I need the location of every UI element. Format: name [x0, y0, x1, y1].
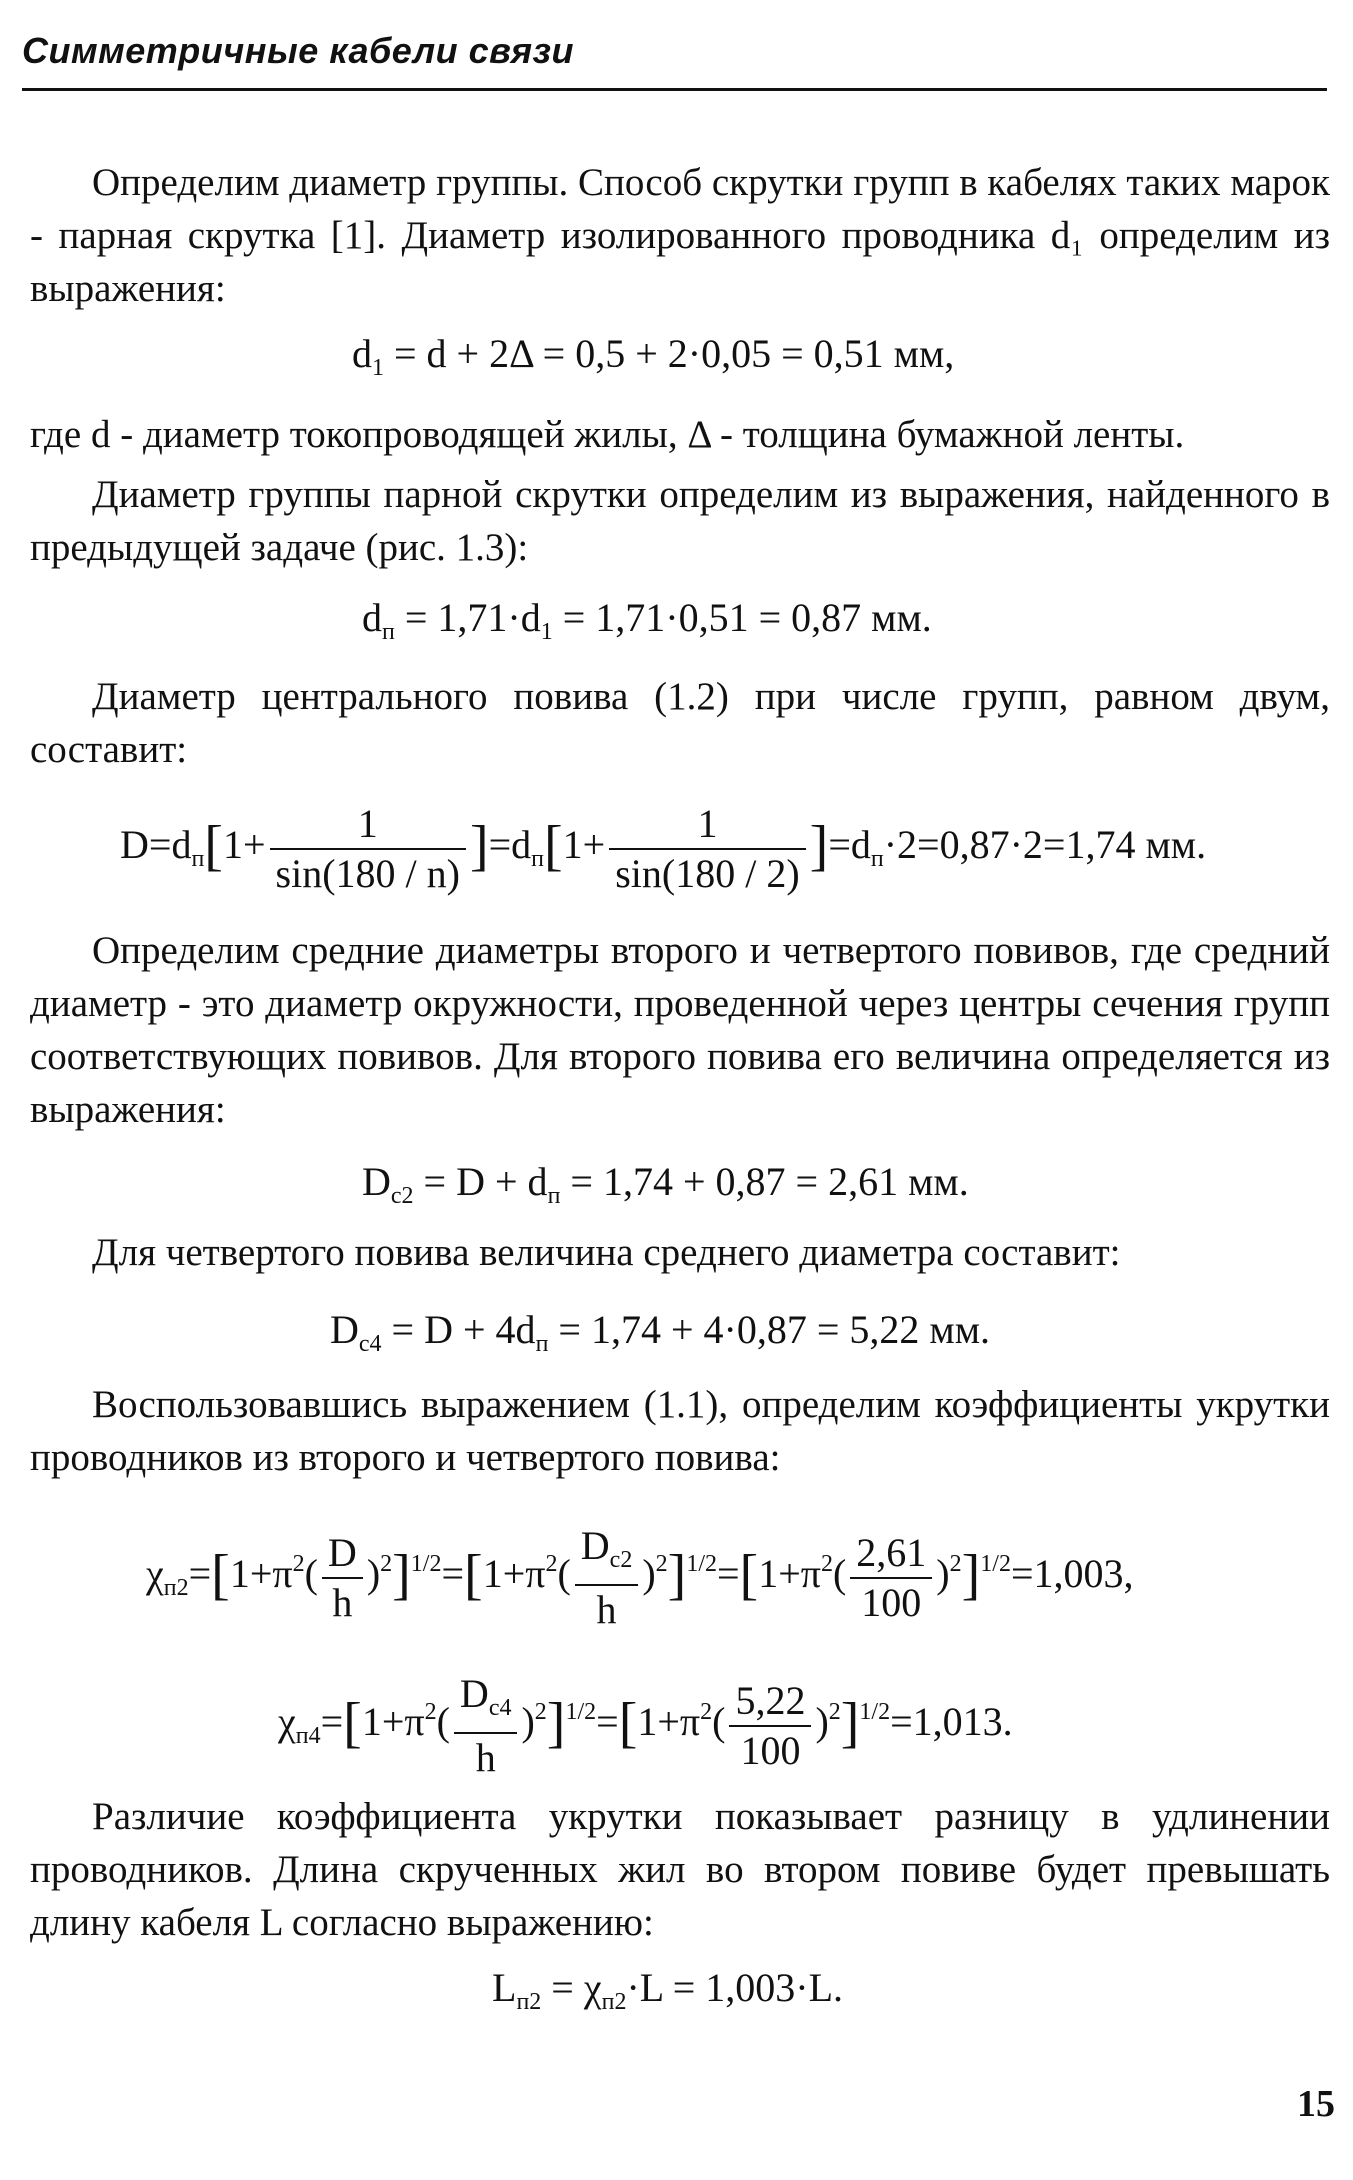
f3-bracket-1: [	[204, 815, 223, 878]
f6-sq3: 2	[545, 1551, 558, 1578]
f3-one-plus-2: 1+	[562, 822, 606, 868]
f6-frac3-den: 100	[861, 1580, 922, 1625]
formula-d1-lhs-sub: 1	[372, 355, 384, 381]
f7-frac2-den: 100	[740, 1728, 801, 1773]
f6-frac2-num-sub: c2	[609, 1547, 633, 1573]
f7-eq2: =	[596, 1699, 619, 1745]
f4-mid-sub: п	[547, 1183, 561, 1209]
f6-half1: 1/2	[410, 1551, 442, 1578]
f7-frac1-num-main: D	[459, 1671, 489, 1716]
f3-end: ·2=0,87·2=1,74 мм.	[883, 822, 1207, 868]
paragraph-2: где d - диаметр токопроводящей жилы, Δ - толщина бумажной ленты.	[30, 413, 1185, 456]
formula-dc2	[362, 1158, 969, 1210]
page-number: 15	[1297, 2083, 1335, 2125]
f3-end-sub: п	[870, 846, 884, 873]
f7-sq1: 2	[424, 1699, 437, 1726]
running-header: Симметричные кабели связи	[22, 30, 574, 71]
f8-eq: =	[541, 1965, 584, 2010]
f7-p3: (	[712, 1699, 726, 1745]
paragraph-5: Определим средние диаметры второго и четвертого повивов, где средний диаметр - это диаметр окружности, проведенной через центры сечения групп соответствующих повивов. Для второго повива его величина определяется из выражения:	[30, 929, 1330, 1131]
f7-p1: (	[436, 1699, 450, 1745]
f3-middle: =d	[488, 822, 532, 868]
formula-lp2	[492, 1964, 843, 2016]
f6-onepi1: 1+π	[229, 1551, 293, 1597]
formula-dp-mid-sub: 1	[540, 619, 553, 645]
f7-half2: 1/2	[859, 1699, 891, 1726]
f6-p2: )	[366, 1551, 381, 1597]
f6-sq5: 2	[820, 1551, 833, 1578]
paragraph-8: Различие коэффициента укрутки показывает разницу в удлинении проводников. Длина скрученных жил во втором повиве будет превышать длину кабеля L согласно выражению:	[30, 1795, 1330, 1944]
f5-lhs-sub: c4	[358, 1331, 382, 1357]
f8-lhs-sub: п2	[516, 1989, 542, 2015]
formula-dp-mid: = 1,71·d	[404, 595, 541, 640]
f6-eq3: =	[716, 1551, 740, 1597]
f6-sq1: 2	[292, 1551, 305, 1578]
f7-b3: [	[618, 1692, 638, 1755]
f8-rhs: ·L = 1,003·L.	[626, 1965, 844, 2010]
f7-eq1: =	[320, 1699, 344, 1745]
f6-sq4: 2	[655, 1551, 668, 1578]
f4-mid: = D + d	[423, 1159, 548, 1204]
f6-b6: ]	[961, 1544, 981, 1607]
f7-frac2-num: 5,22	[729, 1677, 811, 1727]
f7-p2: )	[521, 1699, 535, 1745]
f7-chi-sub: п4	[295, 1723, 321, 1750]
f7-p4: )	[815, 1699, 829, 1745]
f6-frac3	[850, 1529, 932, 1627]
f7-sq2: 2	[534, 1699, 547, 1726]
f8-lhs: L	[492, 1965, 517, 2010]
paragraph-4: Диаметр центрального повива (1.2) при числе групп, равном двум, составит:	[30, 675, 1330, 771]
f7-sq4: 2	[828, 1699, 841, 1726]
f6-p1: (	[304, 1551, 318, 1597]
f3-frac2-den: sin(180 / 2)	[615, 851, 800, 896]
f3-frac1-den: sin(180 / n)	[275, 851, 460, 896]
f3-middle-sub: п	[531, 846, 545, 873]
f7-half1: 1/2	[565, 1699, 597, 1726]
f6-frac1	[322, 1529, 363, 1627]
f6-frac2	[575, 1522, 639, 1634]
f6-eq2: =	[441, 1551, 465, 1597]
f5-lhs: D	[330, 1307, 359, 1352]
paragraph-3: Диаметр группы парной скрутки определим из выражения, найденного в предыдущей задаче (рис. 1.3):	[30, 473, 1330, 569]
formula-central-diameter	[120, 800, 1206, 898]
f7-frac2	[729, 1677, 811, 1775]
f7-frac1-num	[454, 1670, 518, 1734]
f7-onepi2: 1+π	[637, 1699, 701, 1745]
f3-start: D=d	[120, 822, 192, 868]
f3-start-sub: п	[191, 846, 205, 873]
f6-frac3-num: 2,61	[850, 1529, 932, 1579]
formula-dp	[362, 594, 932, 646]
f7-onepi1: 1+π	[361, 1699, 425, 1745]
f6-sq2: 2	[380, 1551, 393, 1578]
header-rule	[22, 88, 1327, 91]
f5-mid-sub: п	[535, 1331, 549, 1357]
f7-frac1-num-sub: c4	[488, 1695, 512, 1721]
f8-chi-sub: п2	[601, 1989, 627, 2015]
formula-chi-p2	[146, 1522, 1134, 1634]
f3-fraction-2	[609, 800, 805, 898]
formula-dp-rhs: = 1,71·0,51 = 0,87 мм.	[562, 595, 932, 640]
f6-chi: χ	[146, 1551, 164, 1597]
f3-end-start: =d	[828, 822, 871, 868]
f6-b3: [	[464, 1544, 483, 1607]
formula-d1	[352, 330, 954, 382]
f6-b4: ]	[667, 1544, 687, 1607]
f6-sq6: 2	[949, 1551, 962, 1578]
f4-lhs: D	[362, 1159, 391, 1204]
f7-b4: ]	[840, 1692, 860, 1755]
formula-dp-lhs-sub: п	[382, 619, 395, 645]
paragraph-1: Определим диаметр группы. Способ скрутки групп в кабелях таких марок - парная скрутка [1]. Диаметр изолированного проводника d₁ определим из выражения:	[30, 161, 1330, 310]
f7-b2: ]	[546, 1692, 566, 1755]
f6-b2: ]	[392, 1544, 411, 1607]
paragraph-7: Воспользовавшись выражением (1.1), определим коэффициенты укрутки проводников из второго и четвертого повива:	[30, 1383, 1330, 1479]
f6-result: =1,003,	[1010, 1551, 1134, 1597]
f6-frac2-num-main: D	[580, 1523, 610, 1568]
formula-dc4	[330, 1306, 990, 1358]
f6-p5: (	[832, 1551, 847, 1597]
f3-one-plus-1: 1+	[222, 822, 266, 868]
f5-mid: = D + 4d	[391, 1307, 536, 1352]
f7-frac1-den: h	[475, 1735, 496, 1780]
f3-fraction-1	[270, 800, 466, 898]
formula-dp-lhs: d	[362, 595, 382, 640]
f3-bracket-3: [	[544, 815, 563, 878]
f6-half3: 1/2	[980, 1551, 1011, 1578]
f7-sq3: 2	[700, 1699, 713, 1726]
f3-bracket-2: ]	[469, 815, 489, 878]
f6-p6: )	[936, 1551, 950, 1597]
f6-b1: [	[211, 1544, 230, 1607]
f3-bracket-4: ]	[809, 815, 829, 878]
formula-chi-p4	[278, 1670, 1013, 1782]
f5-rhs: = 1,74 + 4·0,87 = 5,22 мм.	[558, 1307, 991, 1352]
f6-onepi2: 1+π	[482, 1551, 546, 1597]
f3-frac2-num: 1	[609, 800, 805, 850]
f7-b1: [	[343, 1692, 362, 1755]
f3-frac1-num: 1	[270, 800, 466, 850]
f6-frac2-num	[575, 1522, 639, 1586]
f4-rhs: = 1,74 + 0,87 = 2,61 мм.	[570, 1159, 969, 1204]
f6-p4: )	[642, 1551, 656, 1597]
f7-result: =1,013.	[890, 1699, 1013, 1745]
f6-half2: 1/2	[686, 1551, 717, 1578]
f7-chi: χ	[278, 1699, 296, 1745]
f8-chi: χ	[583, 1965, 602, 2010]
paragraph-6: Для четвертого повива величина среднего диаметра составит:	[92, 1231, 1121, 1274]
f7-frac1	[454, 1670, 518, 1782]
f6-b5: [	[739, 1544, 759, 1607]
f6-chi-sub: п2	[163, 1575, 189, 1602]
f6-frac2-den: h	[596, 1587, 617, 1632]
formula-d1-lhs: d	[352, 331, 372, 376]
formula-d1-rhs: = d + 2Δ = 0,5 + 2·0,05 = 0,51 мм,	[394, 331, 955, 376]
f6-frac1-den: h	[332, 1580, 353, 1625]
f6-onepi3: 1+π	[758, 1551, 821, 1597]
f6-frac1-num: D	[322, 1529, 363, 1579]
f4-lhs-sub: c2	[390, 1183, 414, 1209]
f6-eq1: =	[188, 1551, 212, 1597]
f6-p3: (	[557, 1551, 571, 1597]
